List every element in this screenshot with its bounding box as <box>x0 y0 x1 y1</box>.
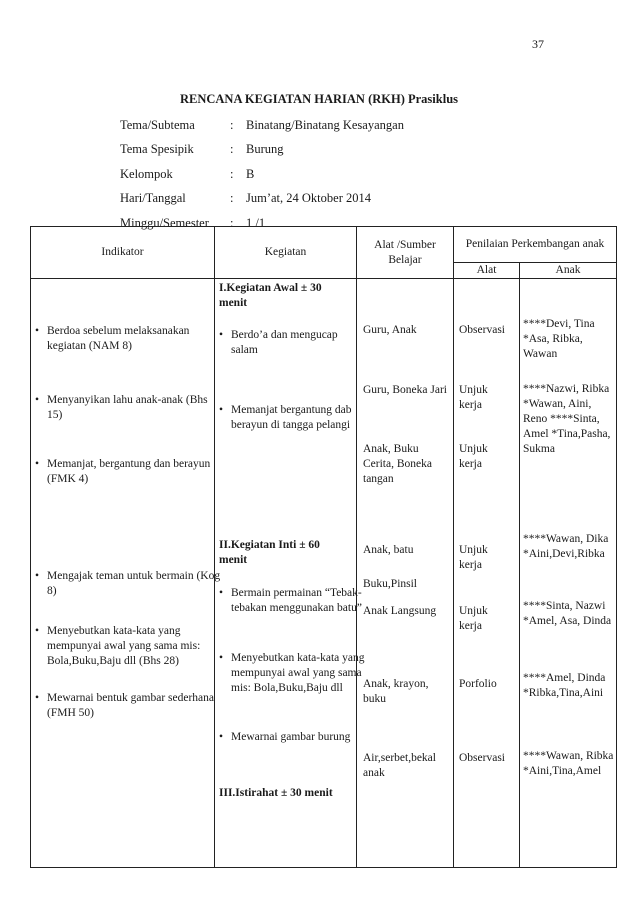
penilaian-anak-item: ****Sinta, Nazwi *Amel, Asa, Dinda <box>523 600 612 627</box>
info-label: Tema/Subtema <box>120 118 195 132</box>
penilaian-alat-cell <box>454 279 520 868</box>
kegiatan-cell <box>215 279 365 868</box>
info-row-hari-tanggal <box>120 191 404 215</box>
kegiatan-item: • Mewarnai gambar burung <box>219 730 365 745</box>
kegiatan-istirahat: III.Istirahat ± 30 menit <box>219 787 333 799</box>
alat-sumber-item: Buku,Pinsil <box>363 578 418 590</box>
penilaian-anak-item: ****Nazwi, Ribka *Wawan, Aini, Reno ****Sinta, Amel *Tina,Pasha, Sukma <box>523 383 611 455</box>
kegiatan-item: • Menyebutkan kata-kata yang mempunyai awal yang sama mis: Bola,Buku,Baju dll <box>219 651 365 696</box>
info-colon: : <box>230 142 234 157</box>
alat-sumber-item: Guru, Anak <box>363 324 417 336</box>
penilaian-alat-item: Observasi <box>459 752 505 764</box>
info-block <box>120 118 404 240</box>
info-label: Minggu/Semester <box>120 215 209 230</box>
info-value: B <box>246 166 255 181</box>
kegiatan-inti-heading: II.Kegiatan Inti ± 60 menit <box>219 539 320 566</box>
alat-sumber-item: Anak, krayon, buku <box>363 678 429 705</box>
kegiatan-item: • Bermain permainan “Tebak-tebakan menggunakan batu” <box>219 586 365 616</box>
page-number: 37 <box>532 37 544 51</box>
penilaian-anak-item: ****Devi, Tina *Asa, Ribka, Wawan <box>523 318 595 360</box>
indikator-item: • Mengajak teman untuk bermain (Kog 8) <box>35 569 223 599</box>
alat-sumber-item: Anak Langsung <box>363 605 437 617</box>
info-row-kelompok <box>120 167 404 191</box>
kegiatan-item: • Memanjat bergantung dab berayun di tangga pelangi <box>219 403 365 433</box>
info-colon: : <box>230 166 234 181</box>
kegiatan-awal-heading: I.Kegiatan Awal ± 30 menit <box>219 282 322 309</box>
indikator-item: • Memanjat, bergantung dan berayun (FMK 4) <box>35 457 223 487</box>
info-value: Jum’at, 24 Oktober 2014 <box>246 191 371 206</box>
penilaian-anak-item: ****Wawan, Ribka *Aini,Tina,Amel <box>523 750 614 777</box>
penilaian-alat-item: Unjuk kerja <box>459 443 488 470</box>
info-colon: : <box>230 118 234 132</box>
header-anak: Anak <box>520 263 617 279</box>
indikator-item: • Berdoa sebelum melaksanakan kegiatan (NAM 8) <box>35 324 223 354</box>
info-value: 1 /1 <box>246 215 266 230</box>
document-title: RENCANA KEGIATAN HARIAN (RKH) Prasiklus <box>179 92 459 106</box>
header-alat: Alat <box>454 263 520 279</box>
header-alat-sumber: Alat /Sumber Belajar <box>357 227 454 279</box>
header-penilaian: Penilaian Perkembangan anak <box>454 227 617 263</box>
info-label: Kelompok <box>120 166 173 181</box>
penilaian-alat-item: Observasi <box>459 324 505 336</box>
alat-sumber-item: Anak, batu <box>363 544 414 556</box>
info-value: Binatang/Binatang Kesayangan <box>246 118 404 132</box>
penilaian-alat-item: Unjuk kerja <box>459 544 488 571</box>
alat-sumber-cell <box>357 279 454 868</box>
info-row-tema-spesifik <box>120 142 404 166</box>
info-value: Burung <box>246 142 284 157</box>
penilaian-alat-item: Porfolio <box>459 678 497 690</box>
info-label: Tema Spesipik <box>120 142 194 157</box>
info-row-tema <box>120 118 404 142</box>
penilaian-alat-item: Unjuk kerja <box>459 605 488 632</box>
alat-sumber-item: Air,serbet,bekal anak <box>363 752 436 779</box>
penilaian-anak-cell <box>520 279 617 868</box>
kegiatan-item: • Berdo’a dan mengucap salam <box>219 328 363 358</box>
header-indikator: Indikator <box>31 227 215 279</box>
penilaian-anak-item: ****Amel, Dinda *Ribka,Tina,Aini <box>523 672 606 699</box>
info-colon: : <box>230 215 234 230</box>
indikator-item: • Menyanyikan lahu anak-anak (Bhs 15) <box>35 393 223 423</box>
indikator-cell <box>31 279 221 868</box>
alat-sumber-item: Anak, Buku Cerita, Boneka tangan <box>363 443 432 485</box>
penilaian-anak-item: ****Wawan, Dika *Aini,Devi,Ribka <box>523 533 609 560</box>
header-kegiatan: Kegiatan <box>215 227 357 279</box>
rkh-table <box>30 226 617 868</box>
alat-sumber-item: Guru, Boneka Jari <box>363 384 447 396</box>
info-colon: : <box>230 191 234 206</box>
info-label: Hari/Tanggal <box>120 191 186 206</box>
indikator-item: • Menyebutkan kata-kata yang mempunyai awal yang sama mis: Bola,Buku,Baju dll (Bhs 28) <box>35 624 223 669</box>
penilaian-alat-item: Unjuk kerja <box>459 384 488 411</box>
indikator-item: • Mewarnai bentuk gambar sederhana (FMH 50) <box>35 691 223 721</box>
